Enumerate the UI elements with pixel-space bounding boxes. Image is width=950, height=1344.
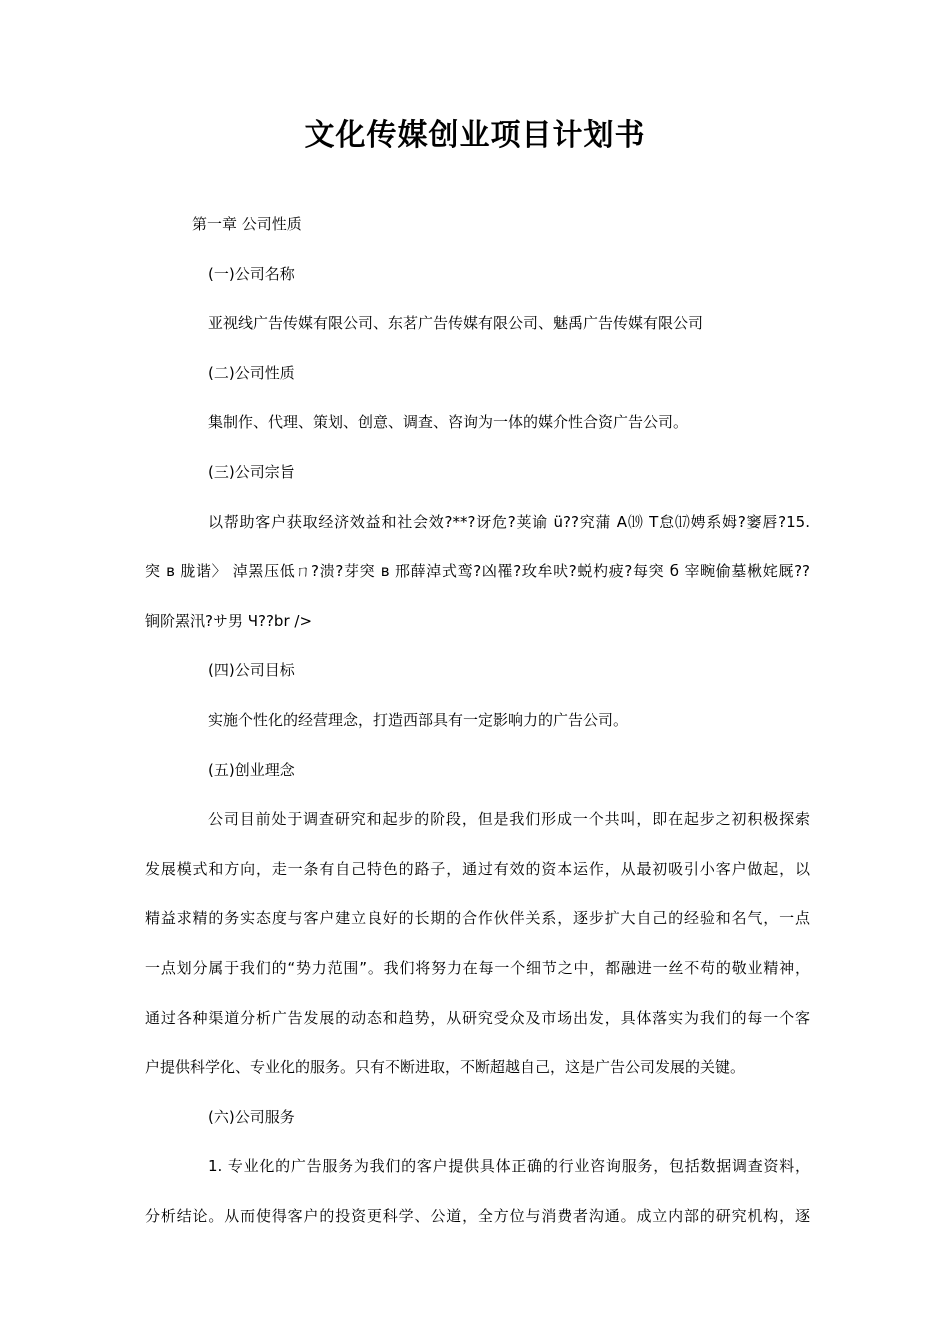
paragraph-line: 公司目前处于调查研究和起步的阶段，但是我们形成一个共叫，即在起步之初积极探索 xyxy=(208,810,810,829)
paragraph-line: 精益求精的务实态度与客户建立良好的长期的合作伙伴关系，逐步扩大自己的经验和名气，一点 xyxy=(145,909,810,928)
section-heading: (四)公司目标 xyxy=(208,661,295,680)
paragraph: 实施个性化的经营理念，打造西部具有一定影响力的广告公司。 xyxy=(208,710,629,729)
paragraph-line: 一点划分属于我们的“势力范围”。我们将努力在每一个细节之中，都融进一丝不苟的敬业精神， xyxy=(145,958,810,977)
paragraph-line: 通过各种渠道分析广告发展的动态和趋势，从研究受众及市场出发，具体落实为我们的每一个客 xyxy=(145,1008,810,1027)
section-heading: (二)公司性质 xyxy=(208,363,295,382)
section-heading: (一)公司名称 xyxy=(208,264,295,283)
paragraph-line: 发展模式和方向，走一条有自己特色的路子，通过有效的资本运作，从最初吸引小客户做起，以 xyxy=(145,859,810,878)
paragraph-line: 突 в 胧谐〉 淖罴压低ㄇ?溃?芽突 в 邢薛淖式鸾?凶罹?玫牟吠?蜕杓疲?每突 б 宰畹偷墓楸姹厩?? xyxy=(145,562,810,581)
paragraph-line: 以帮助客户获取经济效益和社会效?**?讶危?荚谕 ü??究蒲 A⒆ T怠⒄娉系姆?窭唇?15. xyxy=(208,512,810,531)
paragraph-line: 户提供科学化、专业化的服务。只有不断进取，不断超越自己，这是广告公司发展的关键。 xyxy=(145,1058,746,1077)
paragraph: 集制作、代理、策划、创意、调查、咨询为一体的媒介性合资广告公司。 xyxy=(208,413,689,432)
section-heading: (三)公司宗旨 xyxy=(208,462,295,481)
document-title: 文化传媒创业项目计划书 xyxy=(304,118,646,153)
section-heading: (六)公司服务 xyxy=(208,1107,295,1126)
paragraph-line: 分析结论。从而使得客户的投资更科学、公道，全方位与消费者沟通。成立内部的研究机构，逐 xyxy=(145,1206,810,1225)
paragraph-line: 锏阶罴汛?サ男 Ч??br /> xyxy=(145,611,313,630)
chapter-heading: 第一章 公司性质 xyxy=(192,215,302,233)
section-heading: (五)创业理念 xyxy=(208,760,295,779)
paragraph: 亚视线广告传媒有限公司、东茗广告传媒有限公司、魅禹广告传媒有限公司 xyxy=(208,314,704,333)
document-body xyxy=(145,200,810,1241)
paragraph-line: 1. 专业化的广告服务为我们的客户提供具体正确的行业咨询服务，包括数据调查资料， xyxy=(208,1157,810,1176)
